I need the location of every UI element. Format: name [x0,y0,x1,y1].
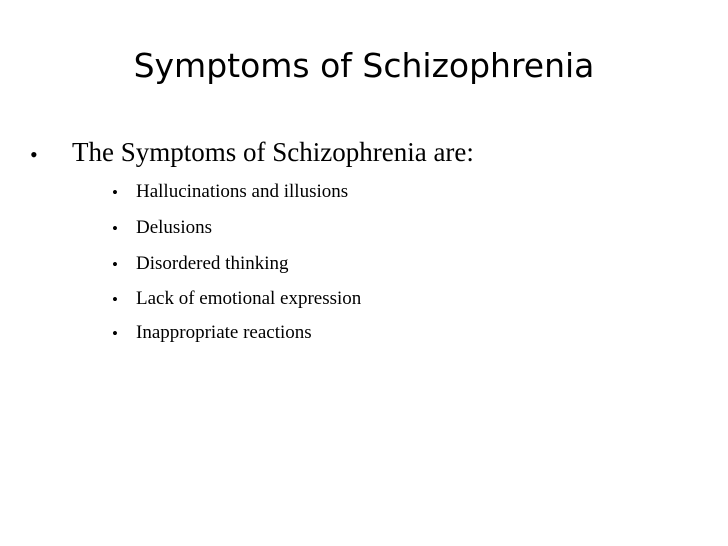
bullet-marker: • [112,255,118,274]
sub-bullet-text: Inappropriate reactions [136,322,312,343]
bullet-marker: • [112,183,118,202]
bullet-marker: • [112,219,118,238]
slide-title: Symptoms of Schizophrenia [133,46,595,85]
main-bullet-text: The Symptoms of Schizophrenia are: [72,137,474,167]
sub-bullet-text: Delusions [136,217,212,238]
sub-bullet-text: Lack of emotional expression [136,288,362,309]
sub-bullet-text: Hallucinations and illusions [136,181,349,202]
sub-bullet-text: Disordered thinking [136,253,289,274]
bullet-marker: • [112,324,118,343]
bullet-marker: • [30,142,38,167]
bullet-marker: • [112,290,118,309]
